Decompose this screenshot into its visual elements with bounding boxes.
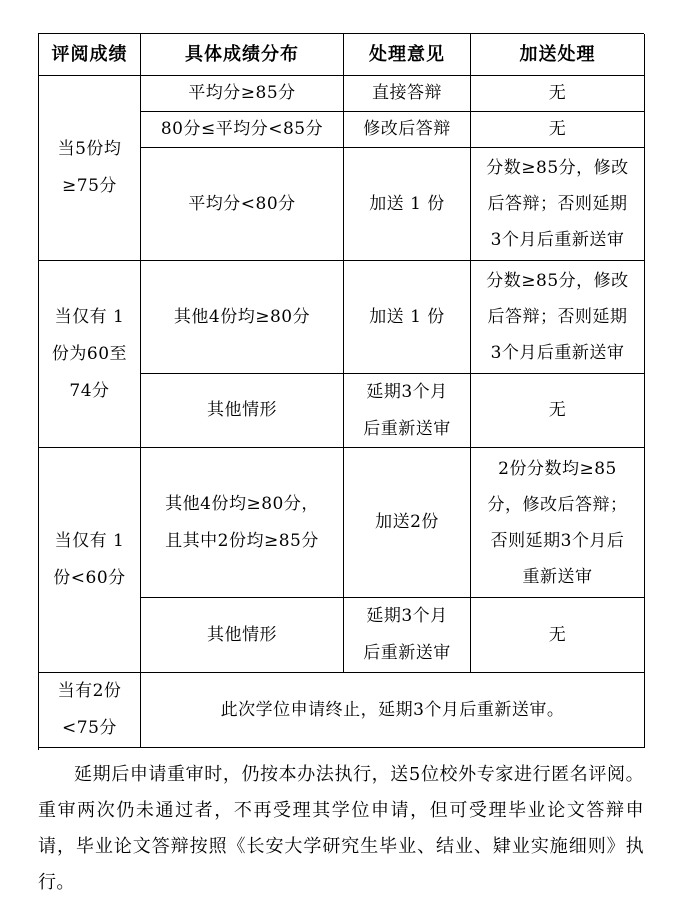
table-cell-extra: 无 <box>471 112 645 148</box>
table-cell-distribution: 80分≤平均分<85分 <box>141 112 344 148</box>
body-paragraph: 延期后申请重审时，仍按本办法执行，送5位校外专家进行匿名评阅。重审两次仍未通过者，不再受理其学位申请，但可受理毕业论文答辩申请，毕业论文答辩按照《长安大学研究生毕业、结业、肄业实施细则》执行。 <box>38 764 644 893</box>
review-result-table <box>38 33 644 750</box>
table-cell-extra: 无 <box>471 598 645 673</box>
table-cell-extra: 分数≥85分，修改 后答辩；否则延期 3个月后重新送审 <box>471 148 645 261</box>
table-cell-distribution: 其他4份均≥80分 <box>141 261 344 374</box>
table-cell-extra: 无 <box>471 76 645 112</box>
table-cell-extra: 2份分数均≥85 分，修改后答辩； 否则延期3个月后 重新送审 <box>471 448 645 598</box>
group-one-below-60: 当仅有 1 份<60分 <box>39 448 141 673</box>
table-cell-extra: 分数≥85分，修改 后答辩；否则延期 3个月后重新送审 <box>471 261 645 374</box>
header-extra-review: 加送处理 <box>471 34 645 76</box>
table-cell-opinion: 加送 1 份 <box>344 261 471 374</box>
table-cell-distribution: 平均分≥85分 <box>141 76 344 112</box>
table-cell-distribution: 其他情形 <box>141 374 344 448</box>
header-handling-opinion: 处理意见 <box>344 34 471 76</box>
group-all-above-75: 当5份均 ≥75分 <box>39 76 141 261</box>
table-cell-opinion: 直接答辩 <box>344 76 471 112</box>
table-cell-distribution: 其他情形 <box>141 598 344 673</box>
table-cell-opinion: 加送2份 <box>344 448 471 598</box>
group-one-60-to-74: 当仅有 1 份为60至 74分 <box>39 261 141 448</box>
table-cell-opinion: 加送 1 份 <box>344 148 471 261</box>
table-cell-opinion: 延期3个月 后重新送审 <box>344 374 471 448</box>
table-cell-distribution: 其他4份均≥80分， 且其中2份均≥85分 <box>141 448 344 598</box>
header-review-score: 评阅成绩 <box>39 34 141 76</box>
table-cell-extra: 无 <box>471 374 645 448</box>
table-cell-opinion: 延期3个月 后重新送审 <box>344 598 471 673</box>
table-cell-opinion: 修改后答辩 <box>344 112 471 148</box>
group-two-below-75: 当有2份 <75分 <box>39 673 141 748</box>
header-score-distribution: 具体成绩分布 <box>141 34 344 76</box>
table-cell-distribution: 平均分<80分 <box>141 148 344 261</box>
table-cell-merged-decision: 此次学位申请终止，延期3个月后重新送审。 <box>141 673 645 748</box>
